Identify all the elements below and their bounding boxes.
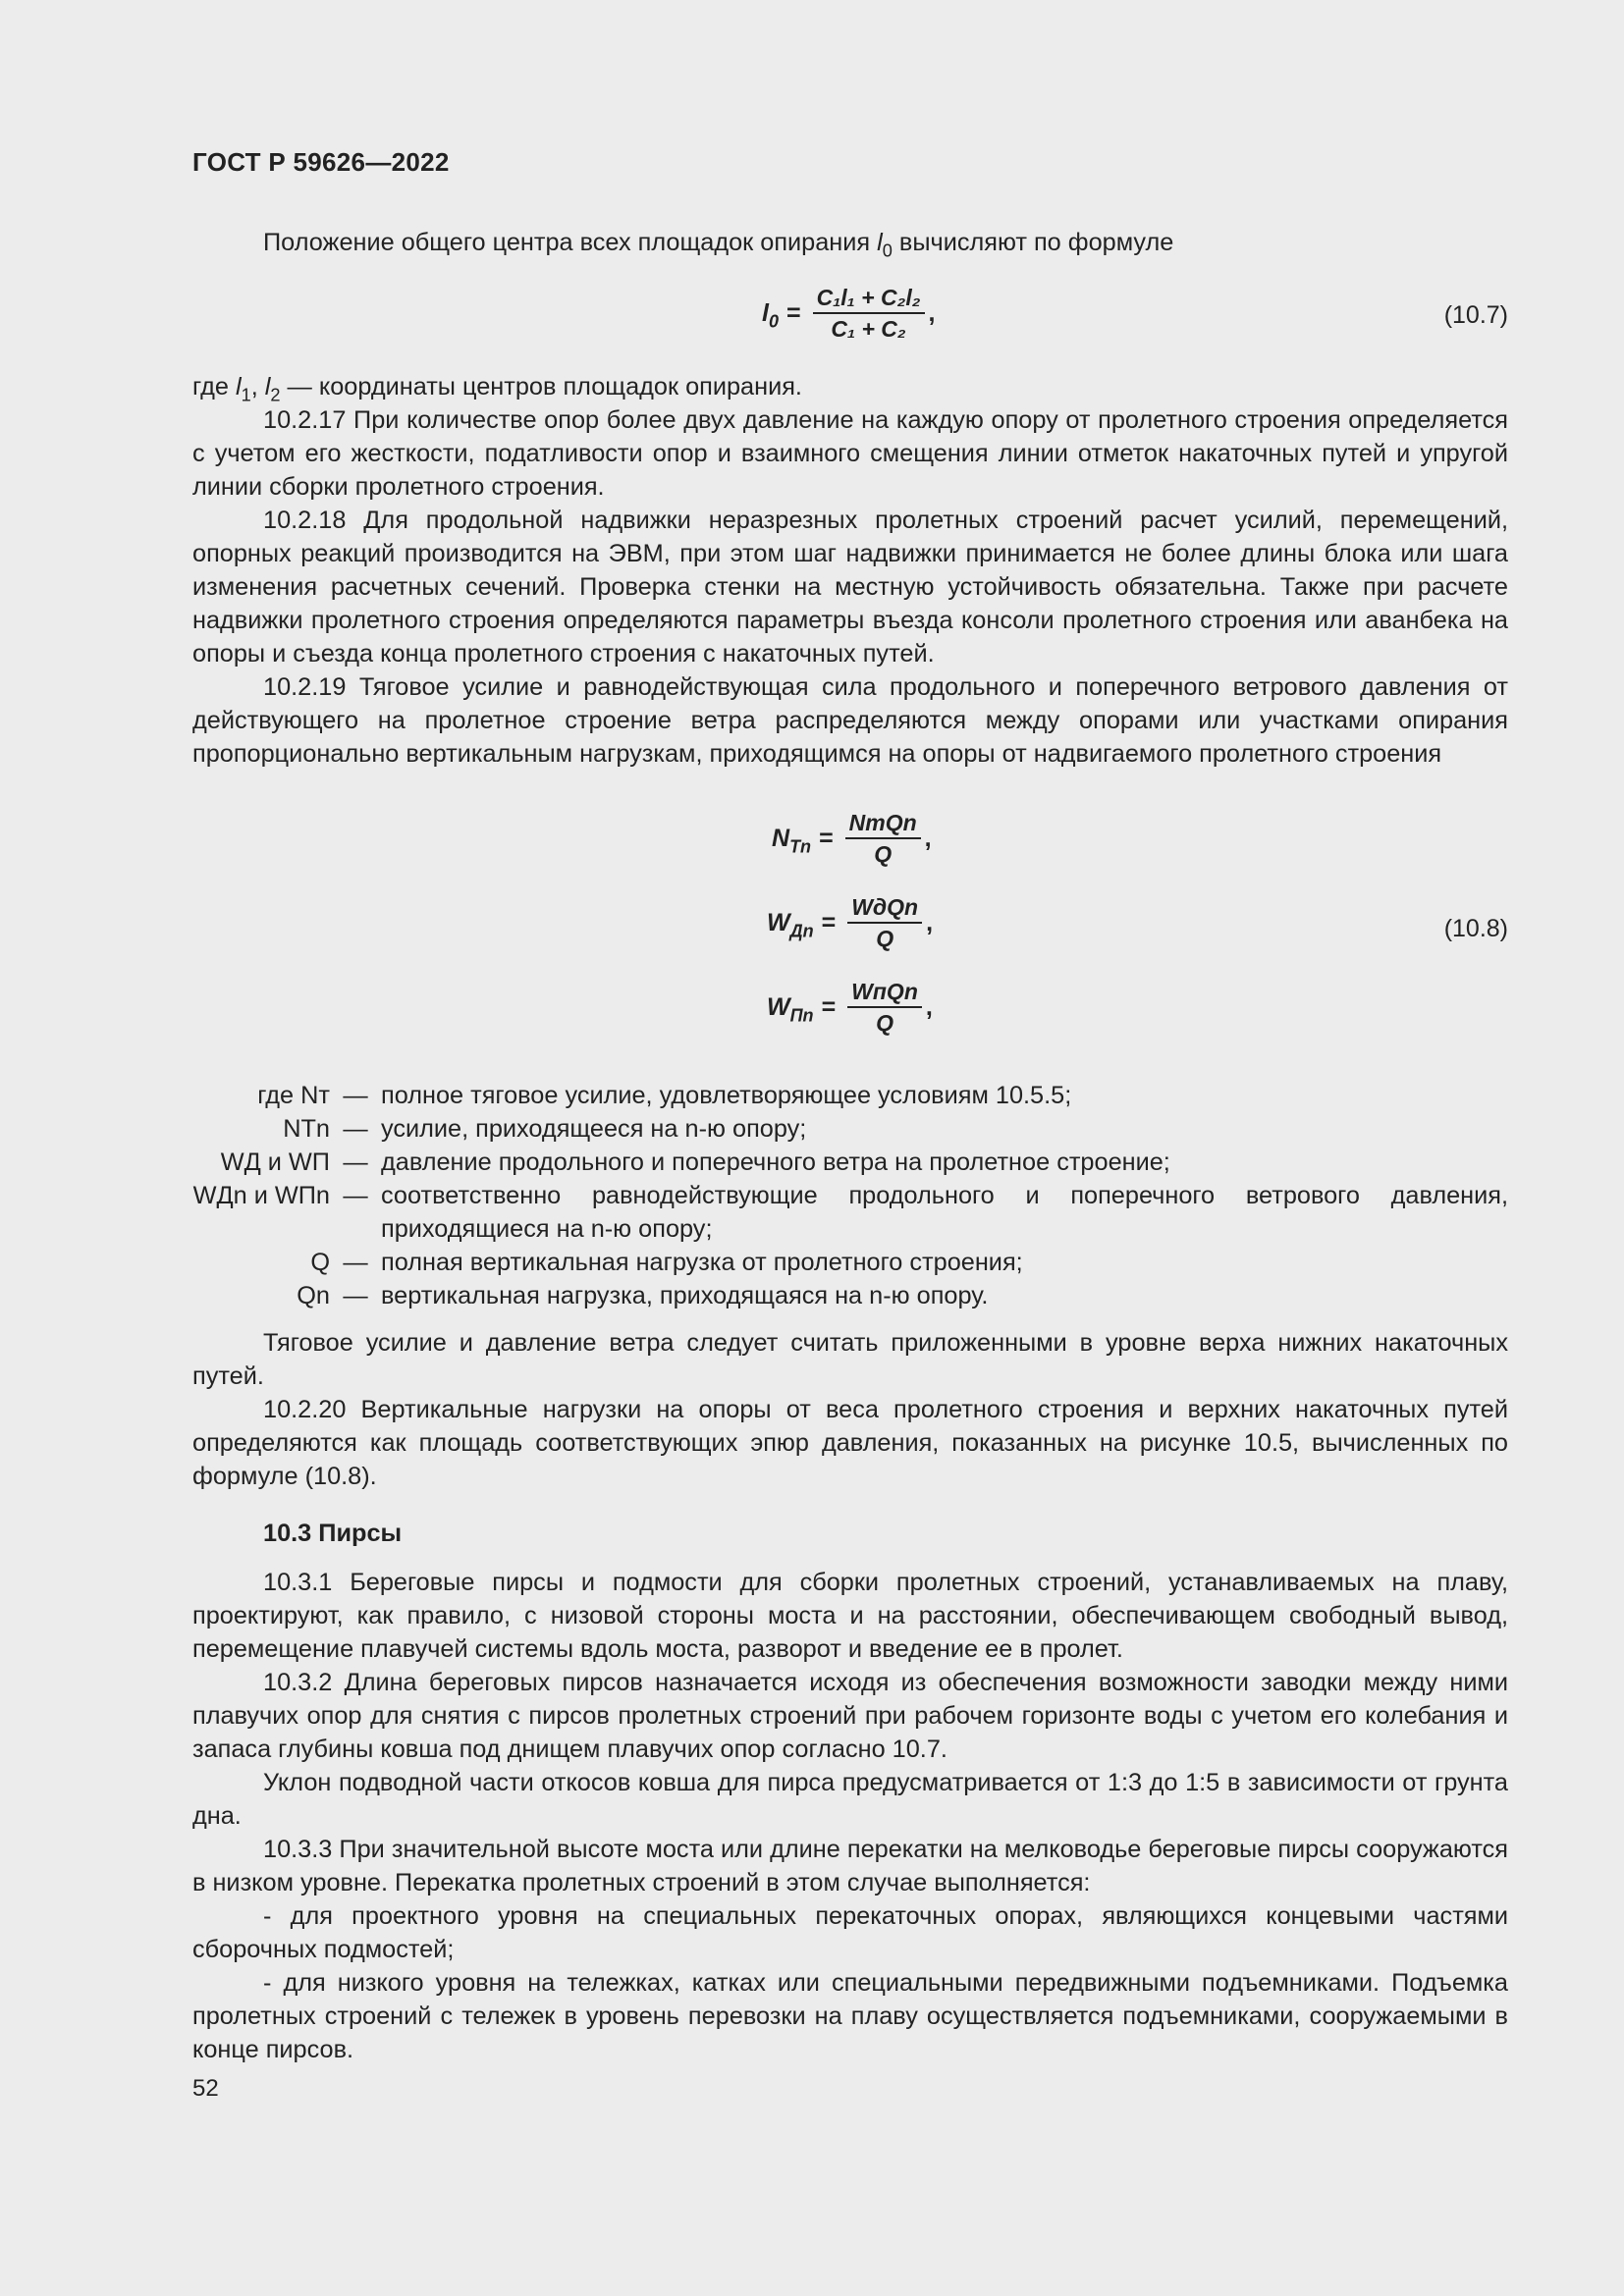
definition-row: где Nт — полное тяговое усилие, удовлетворяющее условиям 10.5.5; [257,1082,1072,1109]
paragraph-traction: Тяговое усилие и давление ветра следует считать приложенными в уровне верха нижних накаточных путей. [192,1329,1508,1390]
symbol-definitions [192,1079,1508,1312]
definition-row: WДn и WПn — соответственно равнодействующие продольного и поперечного ветрового давления, приходящиеся на n-ю опору; [192,1182,1508,1243]
paragraph-10-2-19: 10.2.19 Тяговое усилие и равнодействующая сила продольного и поперечного ветрового давления от действующего на пролетное строение ветра распределяются между опорами или участками опирания пропорционально вертикальным нагрузкам, приходящимся на опоры от надвигаемого пролетного строения [192,673,1508,768]
document-header: ГОСТ Р 59626—2022 [192,147,450,177]
paragraph-10-3-3: 10.3.3 При значительной высоте моста или длине перекатки на мелководье береговые пирсы сооружаются в низком уровне. Перекатка пролетных строений в этом случае выполняется: [192,1836,1508,1896]
paragraph-10-3-1: 10.3.1 Береговые пирсы и подмости для сборки пролетных строений, устанавливаемых на плаву, проектируют, как правило, с низовой стороны моста и на расстоянии, обеспечивающем свободный вывод, перемещение плавучей системы вдоль моста, разворот и введение ее в пролет. [192,1569,1508,1663]
formula-10-8 [192,810,1508,1055]
paragraph-10-2-18: 10.2.18 Для продольной надвижки неразрезных пролетных строений расчет усилий, перемещений, опорных реакций производится на ЭВМ, при этом шаг надвижки принимается не более длины блока или шага изменения расчетных сечений. Проверка стенки на местную устойчивость обязательна. Также при расчете надвижки пролетного строения определяются параметры въезда консоли пролетного строения или аванбека на опоры и съезда конца пролетного строения с накаточных путей. [192,507,1508,667]
section-title-10-3: 10.3 Пирсы [263,1520,403,1547]
paragraph-10-2-20: 10.2.20 Вертикальные нагрузки на опоры от веса пролетного строения и верхних накаточных путей определяются как площадь соответствующих эпюр давления, показанных на рисунке 10.5, вычисленных по формуле (10.8). [192,1396,1508,1490]
paragraph-slope: Уклон подводной части откосов ковша для пирса предусматривается от 1:3 до 1:5 в зависимости от грунта дна. [192,1769,1508,1830]
definition-row: NТn — усилие, приходящееся на n-ю опору; [283,1115,807,1143]
formula-10-8-row-2: $W_{Дn}$ = $\frac{\text{WдQn}}{Q}$ , [767,894,934,951]
list-item-project-level: - для проектного уровня на специальных перекаточных опорах, являющихся концевыми частями сборочных подмостей; [192,1902,1508,1963]
formula-number-10-8: (10.8) [1443,915,1508,942]
intro-paragraph: Положение общего центра всех площадок опирания $l_0$ вычисляют по формуле [263,229,1174,261]
definition-row: WД и WП — давление продольного и поперечного ветра на пролетное строение; [220,1148,1170,1176]
paragraph-10-2-17: 10.2.17 При количестве опор более двух давление на каждую опору от пролетного строения определяется с учетом его жесткости, податливости опор и взаимного смещения линии отметок накаточных путей и упругой линии сборки пролетного строения. [192,406,1508,501]
formula-10-8-row-3: $W_{Пn}$ = $\frac{\text{WпQn}}{Q}$ , [767,979,933,1036]
formula-10-7 [192,285,1508,344]
definition-row: Q — полная вертикальная нагрузка от пролетного строения; [310,1249,1023,1276]
formula-number-10-7: (10.7) [1443,301,1508,329]
formula-10-7-expression: $l_0$ = $\frac{\text{C₁l₁ + C₂l₂}}{\text{C₁ + C₂}}$ , [762,285,936,342]
list-item-low-level: - для низкого уровня на тележках, катках или специальными передвижными подъемниками. Подъемка пролетных строений с тележек в уровень перевозки на плаву осуществляется подъемниками, сооружаемыми в конце пирсов. [192,1969,1508,2063]
definition-row: Qn — вертикальная нагрузка, приходящаяся на n-ю опору. [297,1282,989,1309]
page-number: 52 [192,2075,219,2102]
where-clause-l1-l2: где $l_1$, $l_2$ — координаты центров площадок опирания. [192,373,802,405]
paragraph-10-3-2: 10.3.2 Длина береговых пирсов назначается исходя из обеспечения возможности заводки между ними плавучих опор для снятия с пирсов пролетных строений при рабочем горизонте воды с учетом его колебания и запаса глубины ковша под днищем плавучих опор согласно 10.7. [192,1669,1508,1763]
formula-10-8-row-1: $N_{Тn}$ = $\frac{\text{NтQn}}{Q}$ , [772,810,932,867]
